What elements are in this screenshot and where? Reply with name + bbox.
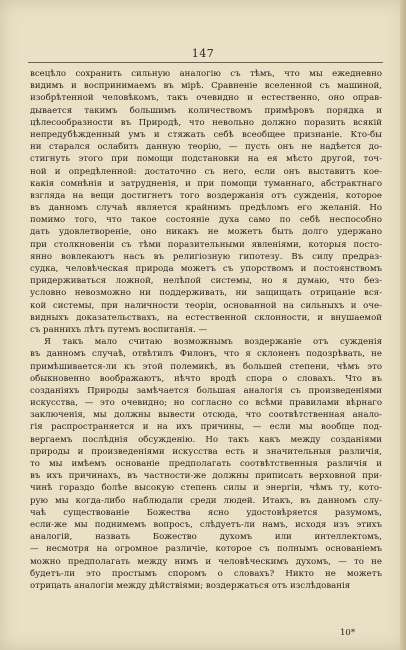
text-line: изобрѣтенной человѣкомъ, такъ очевидно и естественно, оно оправ- xyxy=(30,93,382,104)
text-line: ной и опредѣленной: достаточно съ него, если онъ выставитъ кое- xyxy=(30,166,382,177)
text-line: всецѣло сохранить сильную аналогію съ тѣмъ, что мы ежедневно xyxy=(30,69,382,79)
text-line: съ раннихъ лѣтъ путемъ воспитанія. — xyxy=(30,324,208,335)
text-line: видныхъ доказательствахъ, на естественной склонности, и внушаемой xyxy=(30,312,382,323)
body-text xyxy=(30,68,382,592)
text-line: видимъ и воспринимаемъ въ мірѣ. Сравненіе вселенной съ машиной, xyxy=(30,81,382,92)
text-line: вергаемъ послѣднія обсужденію. Но такъ какъ между созданіями xyxy=(30,434,382,445)
text-line: дывается такимъ большимъ количествомъ примѣровъ порядка и xyxy=(30,105,382,116)
text-line: придерживаться ложной, нелѣпой системы, но я думаю, что без- xyxy=(30,276,382,287)
text-line: если-же мы поднимемъ вопросъ, слѣдуетъ-ли намъ, исходя изъ этихъ xyxy=(30,519,382,530)
text-line: дать удовлетвореніе, оно никакъ не можетъ быть долго удержано xyxy=(30,227,382,238)
text-line: въ ихъ причинахъ, въ частности-же должны приписать верховной при- xyxy=(30,471,382,482)
text-line: отрицать аналогіи между дѣйствіями; воздержаться отъ изслѣдованія xyxy=(30,580,351,591)
text-line: искусства, — это очевидно; но согласно со всѣми правилами вѣрнаго xyxy=(30,398,382,409)
text-line: кой системы, при наличности теоріи, основанной на сильныхъ и оче- xyxy=(30,300,382,311)
text-line: чаѣ существованіе Божества ясно удостовѣряется разумомъ, xyxy=(30,507,382,518)
text-line: судка, человѣческая природа можетъ съ упорствомъ и постоянствомъ xyxy=(30,264,382,274)
text-line: въ данномъ случаѣ, отвѣтилъ Филонъ, что я склоненъ подозрѣвать, не xyxy=(30,349,382,360)
text-line: рую мы когда-либо наблюдали среди людей. Итакъ, въ данномъ слу- xyxy=(30,495,382,506)
text-line: примѣшивается-ли къ этой полемикѣ, въ большей степени, чѣмъ это xyxy=(30,361,382,372)
text-line: природы и произведеніями искусства есть и значительныя различія, xyxy=(30,446,382,457)
text-line: какія сомнѣнія и затрудненія, и при помощи туманнаго, абстрактнаго xyxy=(30,178,382,189)
page-number: 147 xyxy=(191,47,215,60)
text-line: Я такъ мало считаю возможнымъ воздержаніе отъ сужденія xyxy=(44,337,382,348)
text-line: будетъ-ли это простымъ споромъ о словахъ? Никто не можетъ xyxy=(30,568,382,579)
text-line: аналогій, назвать Божество духомъ или интеллектомъ, xyxy=(30,532,382,543)
text-line: цѣлесообразности въ Природѣ, что невольно должно поразить всякій xyxy=(30,117,382,128)
text-line: ни старался ослабить данную теорію, — пусть онъ не надѣется до- xyxy=(30,142,382,153)
text-line: непредубѣжденный умъ и стяжать себѣ всеобщее признаніе. Кто-бы xyxy=(30,129,382,140)
text-line: помимо того, что такое состояніе духа само по себѣ неспособно xyxy=(30,215,382,226)
printer-signature-mark: 10* xyxy=(340,628,356,638)
text-line: условно невозможно ни поддерживать, ни защищать отрицаніе вся- xyxy=(30,288,382,299)
header-rule xyxy=(28,62,383,63)
text-line: обыкновенно воображаютъ, нѣчто вродѣ спора о словахъ. Что въ xyxy=(30,373,382,384)
text-line: созданіяхъ Природы замѣчается большая аналогія съ произведеніями xyxy=(30,385,382,396)
text-line: то мы имѣемъ основаніе предполагать соотвѣтственныя различія и xyxy=(30,459,382,469)
text-line: — несмотря на огромное различіе, которое съ полнымъ основаніемъ xyxy=(30,544,382,555)
text-line: чинѣ гораздо болѣе высокую степень силы и энергіи, чѣмъ ту, кото- xyxy=(30,483,382,494)
text-line: янно вовлекаютъ насъ въ религіозную гипотезу. Въ силу предраз- xyxy=(30,251,382,262)
text-line: въ данномъ случаѣ является крайнимъ предѣломъ его желаній. Но xyxy=(30,203,382,214)
text-line: заключенія, мы должны вывести отсюда, что соотвѣтственная анало- xyxy=(30,410,382,421)
text-line: можно предполагать между нимъ и человѣческимъ духомъ, — то не xyxy=(30,556,382,567)
text-line: при столкновеніи съ тѣми поразительными явленіями, которыя посто- xyxy=(30,239,382,250)
text-line: стигнуть этого при помощи подстановки на ея мѣсто другой, точ- xyxy=(30,154,382,165)
text-line: гія распространяется и на ихъ причины, — если мы вообще под- xyxy=(30,422,382,433)
text-line: взгляда на вещи достигнетъ того воздержанія отъ сужденія, которое xyxy=(30,190,382,201)
page-edge xyxy=(400,0,406,650)
